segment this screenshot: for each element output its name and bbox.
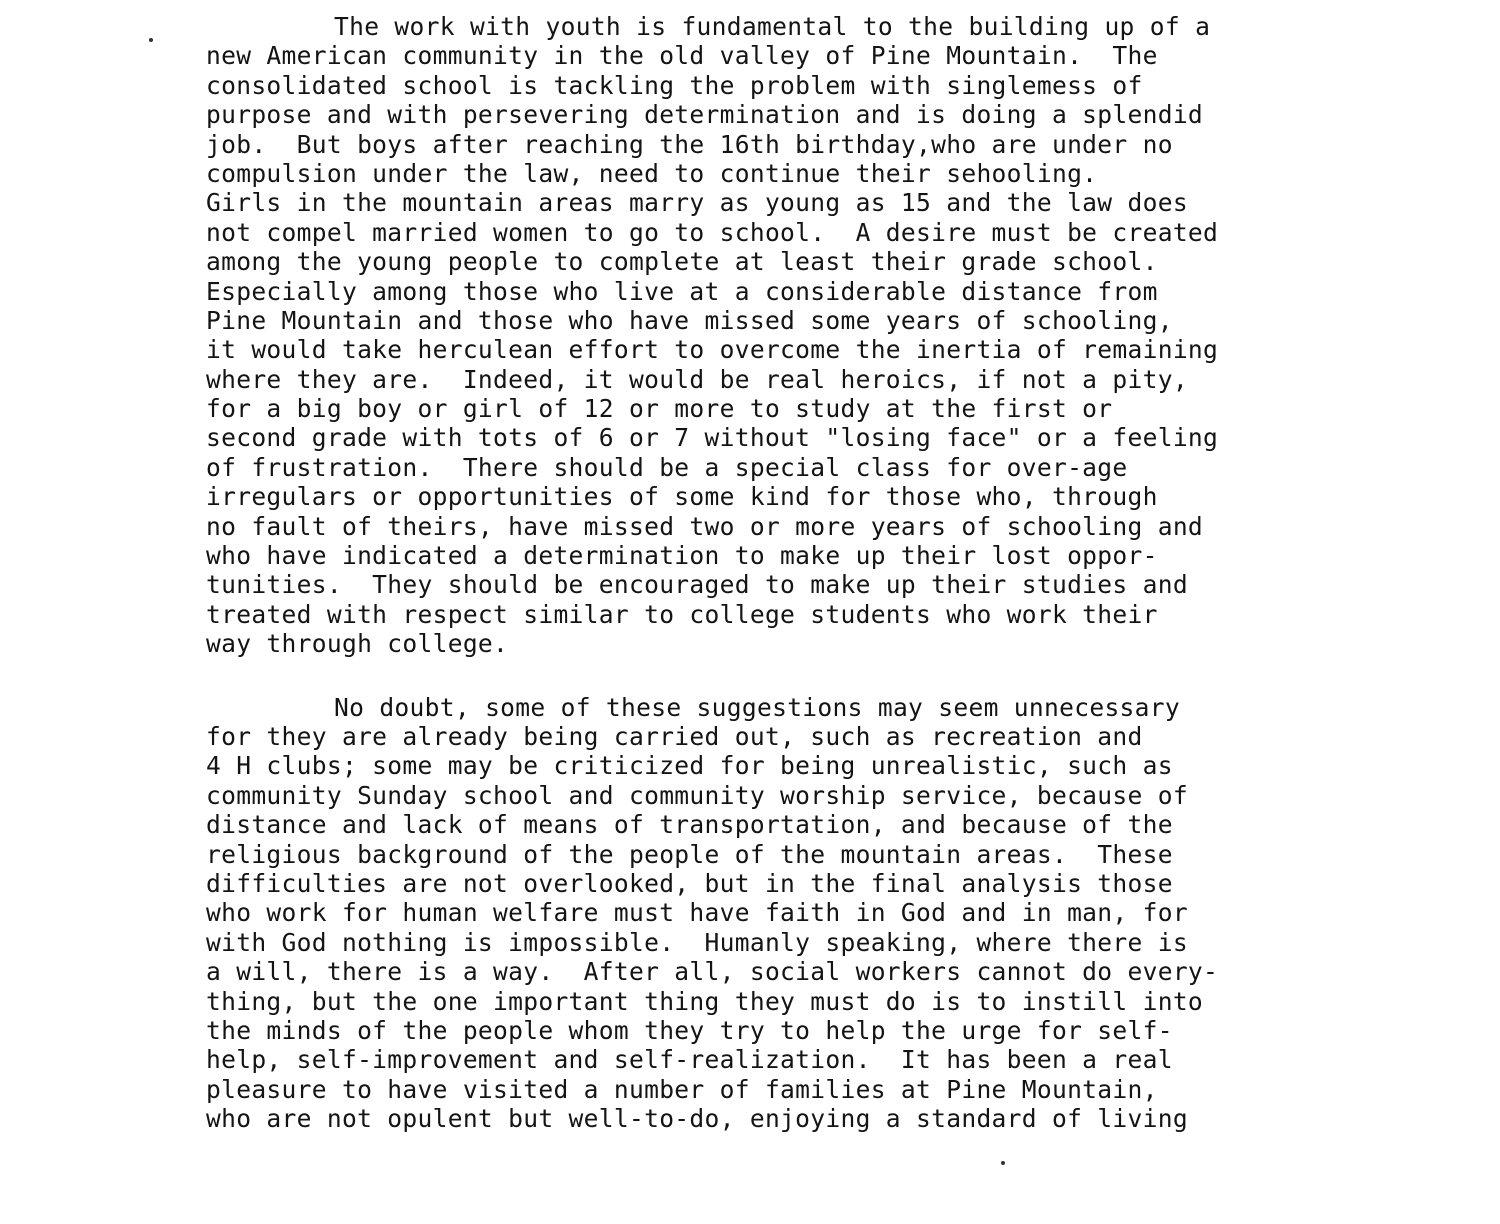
text-line: Girls in the mountain areas marry as young as 15 and the law does — [206, 188, 1188, 218]
text-line: difficulties are not overlooked, but in the final analysis those — [206, 868, 1173, 898]
text-line: the minds of the people whom they try to help the urge for self- — [206, 1015, 1173, 1045]
text-line: among the young people to complete at least their grade school. — [206, 247, 1158, 277]
text-line: help, self-improvement and self-realization. It has been a real — [206, 1045, 1173, 1075]
text-line: Especially among those who live at a considerable distance from — [206, 276, 1158, 306]
text-line: The work with youth is fundamental to the building up of a — [334, 12, 1211, 41]
paragraph-suggestions — [206, 693, 1436, 1134]
text-line: tunities. They should be encouraged to make up their studies and — [206, 570, 1188, 600]
text-line: a will, there is a way. After all, social workers cannot do every- — [206, 957, 1219, 987]
text-line: who work for human welfare must have faith in God and in man, for — [206, 898, 1188, 928]
text-line: it would take herculean effort to overcome the inertia of remaining — [206, 335, 1219, 365]
text-line: distance and lack of means of transportation, and because of the — [206, 810, 1173, 840]
paper-speck — [149, 38, 153, 42]
text-line: no fault of theirs, have missed two or more years of schooling and — [206, 511, 1204, 541]
text-line: way through college. — [206, 629, 509, 659]
text-line: irregulars or opportunities of some kind for those who, through — [206, 482, 1158, 512]
text-line: new American community in the old valley of Pine Mountain. The — [206, 41, 1158, 71]
typewritten-text — [206, 12, 1436, 1133]
text-line: for a big boy or girl of 12 or more to study at the first or — [206, 394, 1113, 424]
text-line: of frustration. There should be a special class for over-age — [206, 452, 1128, 482]
text-line: purpose and with persevering determination and is doing a splendid — [206, 100, 1204, 130]
text-line: thing, but the one important thing they must do is to instill into — [206, 986, 1204, 1016]
text-line: No doubt, some of these suggestions may seem unnecessary — [334, 692, 1180, 722]
text-line: who have indicated a determination to make up their lost oppor- — [206, 541, 1158, 571]
text-line: compulsion under the law, need to continue their sehooling. — [206, 158, 1098, 188]
text-line: where they are. Indeed, it would be real heroics, if not a pity, — [206, 364, 1188, 394]
text-line: community Sunday school and community worship service, because of — [206, 780, 1188, 810]
text-line: pleasure to have visited a number of families at Pine Mountain, — [206, 1074, 1158, 1104]
text-line: for they are already being carried out, such as recreation and — [206, 721, 1143, 751]
text-line: religious background of the people of the mountain areas. These — [206, 839, 1173, 869]
paper-speck — [1001, 1161, 1005, 1165]
text-line: consolidated school is tackling the problem with singlemess of — [206, 70, 1143, 100]
text-line: second grade with tots of 6 or 7 without "losing face" or a feeling — [206, 423, 1219, 453]
text-line: with God nothing is impossible. Humanly speaking, where there is — [206, 927, 1188, 957]
paragraph-youth-work — [206, 12, 1436, 659]
text-line: not compel married women to go to school. A desire must be created — [206, 217, 1219, 247]
text-line: who are not opulent but well-to-do, enjoying a standard of living — [206, 1104, 1188, 1134]
text-line: treated with respect similar to college students who work their — [206, 599, 1158, 629]
text-line: Pine Mountain and those who have missed some years of schooling, — [206, 305, 1173, 335]
text-line: job. But boys after reaching the 16th birthday,who are under no — [206, 129, 1173, 159]
text-line: 4 H clubs; some may be criticized for being unrealistic, such as — [206, 751, 1173, 781]
